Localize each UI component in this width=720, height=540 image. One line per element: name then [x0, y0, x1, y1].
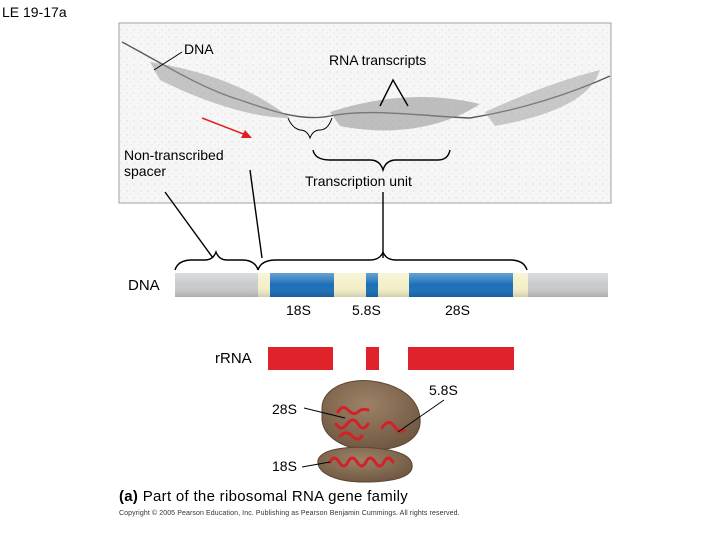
ribosome-label-18s: 18S	[272, 458, 297, 474]
rrna-label: rRNA	[215, 350, 252, 367]
ribosome-large-subunit	[322, 380, 420, 450]
segment-label-28s: 28S	[445, 302, 470, 318]
bar-shading	[175, 273, 608, 297]
copyright-notice: Copyright © 2005 Pearson Education, Inc. Publishing as Pearson Benjamin Cummings. All rights reserved.	[119, 510, 460, 517]
rrna-bars	[268, 347, 514, 370]
non-transcribed-spacer-line-1: Non-transcribed	[124, 147, 224, 163]
rrna-bar-5-8s	[366, 347, 379, 370]
ribosome-label-5-8s: 5.8S	[429, 382, 458, 398]
caption-part-label: (a)	[119, 488, 139, 505]
transcription-unit-label: Transcription unit	[305, 173, 412, 189]
spacer-bracket-map	[175, 252, 258, 270]
unit-bracket-map	[258, 252, 527, 270]
figure-caption	[119, 488, 408, 505]
rna-transcripts-label: RNA transcripts	[329, 52, 427, 68]
rrna-bar-28s	[408, 347, 514, 370]
segment-label-5-8s: 5.8S	[352, 302, 381, 318]
ribosome	[302, 380, 444, 482]
gene-map-dna-label: DNA	[128, 277, 160, 294]
ribosome-label-28s: 28S	[272, 401, 297, 417]
non-transcribed-spacer-label	[124, 147, 224, 179]
micrograph-dna-label: DNA	[184, 41, 214, 57]
segment-label-18s: 18S	[286, 302, 311, 318]
rrna-bar-18s	[268, 347, 333, 370]
figure-id: LE 19-17a	[2, 4, 67, 20]
caption-text: Part of the ribosomal RNA gene family	[142, 488, 409, 505]
non-transcribed-spacer-line-2: spacer	[124, 163, 167, 179]
dna-gene-bar	[175, 273, 608, 297]
